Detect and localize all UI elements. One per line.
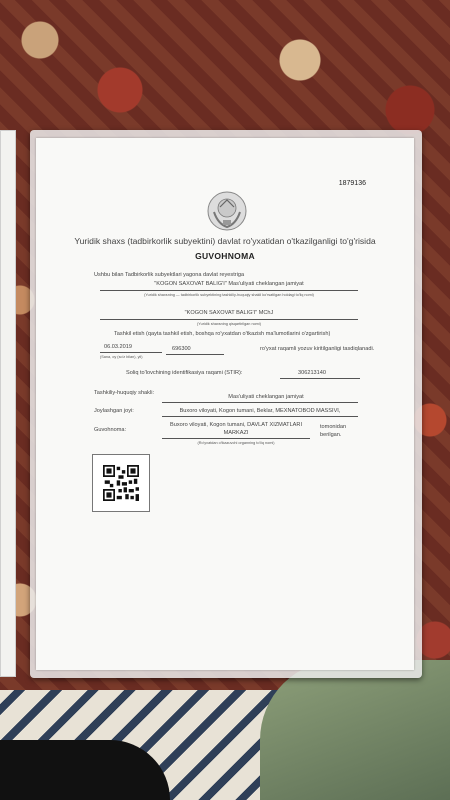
authority-caption: (Ro'yxatdan o'tkazuvchi organning to'liq nomi) <box>197 441 275 445</box>
certificate-authority-line2: MARKAZI <box>223 430 249 436</box>
intro-text: Ushbu bilan Tadbirkorlik subyektlari yagona davlat reyestriga <box>94 272 245 278</box>
company-full-caption: (Yuridik shaxsning — tadbirkorlik subyektining tashkiliy-huquqiy shakli ko'rsatilgan holdagi to'liq nomi) <box>144 293 314 297</box>
company-short-underline <box>100 319 358 320</box>
date-underline <box>100 352 162 353</box>
legal-form-underline <box>162 402 358 403</box>
location-label: Joylashgan joyi: <box>94 408 134 414</box>
legal-form-label: Tashkiliy-huquqiy shakli: <box>94 390 155 396</box>
certificate-label: Guvohnoma: <box>94 427 127 433</box>
state-emblem-icon <box>206 190 248 232</box>
date-caption: (Sana, oy (so'z bilan), yil) <box>100 355 143 359</box>
stir-value: 306213140 <box>298 370 326 376</box>
certificate-title: GUVOHNOMA <box>195 251 255 261</box>
location-underline <box>162 416 358 417</box>
stir-underline <box>280 378 360 379</box>
legal-form-value: Mas'uliyati cheklangan jamiyat <box>228 394 304 400</box>
adjacent-document-edge <box>0 130 16 677</box>
registration-date: 06.03.2019 <box>104 344 132 350</box>
certificate-suffix-tomonidan: tomonidan <box>320 424 347 430</box>
stir-label: Soliq to'lovchining identifikasiya raqami (STIR): <box>126 370 243 376</box>
certificate-heading: Yuridik shaxs (tadbirkorlik subyektini) davlat ro'yxatidan o'tkazilganligi to'g'risida <box>74 236 376 246</box>
green-fabric <box>260 660 450 800</box>
certificate-paper <box>36 138 414 670</box>
location-value: Buxoro viloyati, Kogon tumani, Beklar, MEXNATOBOD MASSIVI, <box>179 408 341 414</box>
certificate-suffix-berilgan: berilgan. <box>320 432 342 438</box>
registration-text: ro'yxat raqamli yozuv kiritilganligi tasdiqlanadi. <box>260 346 375 352</box>
company-short-caption: (Yuridik shaxsning qisqartirilgan nomi) <box>197 322 261 326</box>
company-short-name: "KOGON SAXOVAT BALIG'I" MChJ <box>184 310 274 316</box>
number-underline <box>166 354 224 355</box>
company-full-underline <box>100 290 358 291</box>
registration-number: 696300 <box>172 346 191 352</box>
authority-underline <box>162 438 310 439</box>
creation-line: Tashkil etish (qayta tashkil etish, boshqa ro'yxatdan o'tkazish ma'lumotlarini o'zgartirish) <box>114 331 331 337</box>
qr-code-icon <box>92 454 150 512</box>
document-number: 1879136 <box>338 180 366 187</box>
certificate-authority-line1: Buxoro viloyati, Kogon tumani, DAVLAT XIZMATLARI <box>169 422 303 428</box>
company-full-name: "KOGON SAXOVAT BALIG'I" Mas'uliyati cheklangan jamiyat <box>154 281 304 287</box>
